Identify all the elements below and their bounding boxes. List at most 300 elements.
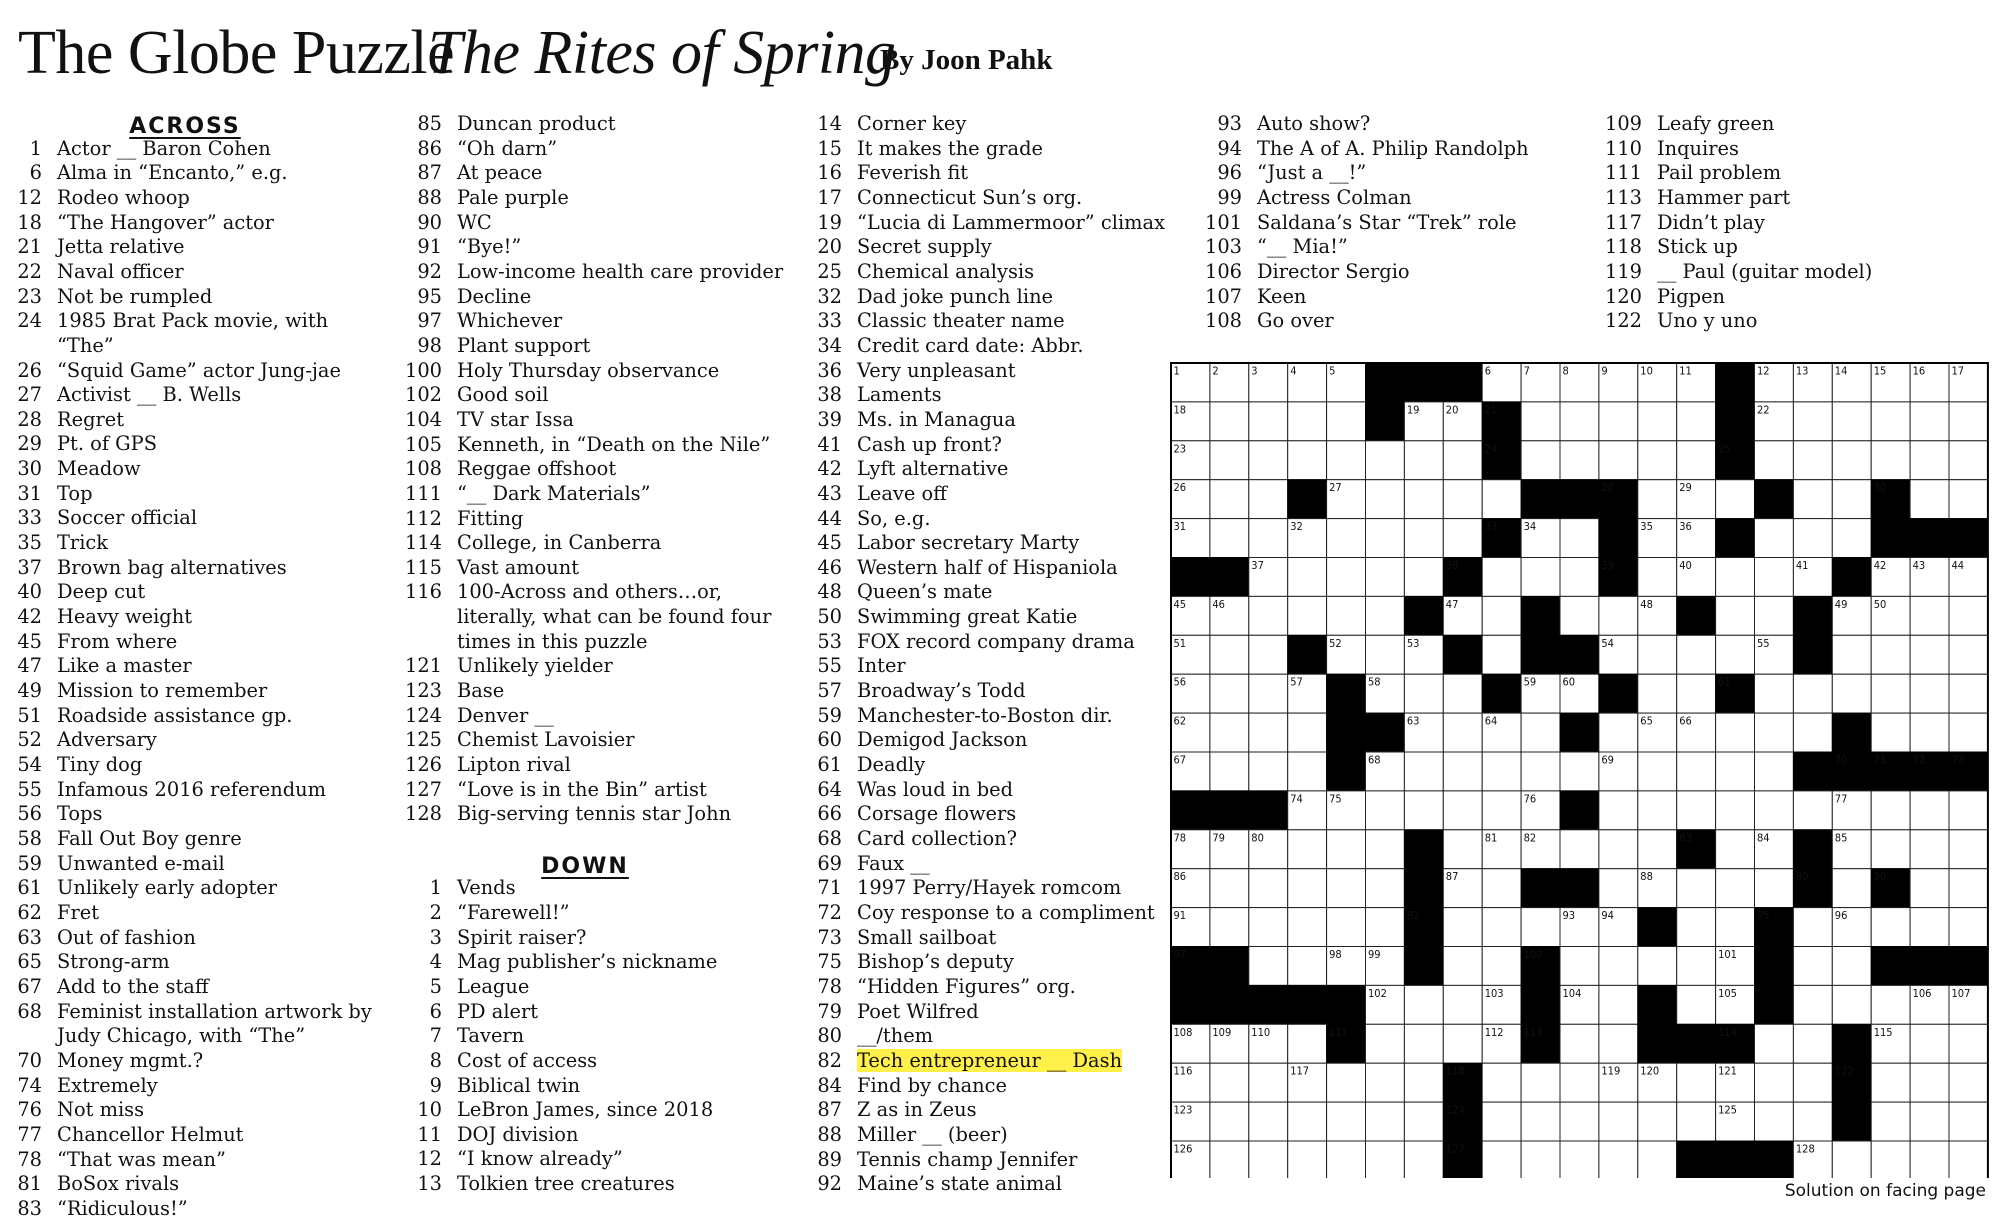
grid-cell[interactable] — [1366, 1024, 1405, 1063]
clue-text: Holy Thursday observance — [457, 358, 720, 382]
clue-number: 59 — [817, 703, 842, 727]
grid-cell[interactable] — [1210, 908, 1249, 947]
grid-cell[interactable] — [1560, 596, 1599, 635]
grid-cell[interactable] — [1482, 752, 1521, 791]
grid-cell[interactable] — [1599, 1141, 1638, 1178]
grid-cell[interactable] — [1599, 402, 1638, 441]
grid-cell[interactable] — [1482, 791, 1521, 830]
grid-cell[interactable] — [1871, 713, 1910, 752]
grid-cell[interactable] — [1560, 558, 1599, 597]
grid-cell[interactable] — [1910, 830, 1949, 869]
grid-cell[interactable] — [1288, 869, 1327, 908]
grid-cell[interactable] — [1716, 713, 1755, 752]
grid-cell[interactable] — [1910, 1102, 1949, 1141]
grid-cell[interactable] — [1249, 1102, 1288, 1141]
cell-number: 27 — [1329, 481, 1342, 495]
grid-cell[interactable] — [1871, 1102, 1910, 1141]
grid-cell[interactable] — [1793, 908, 1832, 947]
clue-text: Z as in Zeus — [857, 1098, 977, 1122]
grid-cell[interactable] — [1327, 830, 1366, 869]
grid-cell[interactable] — [1755, 1024, 1794, 1063]
grid-cell[interactable] — [1716, 635, 1755, 674]
grid-cell[interactable] — [1366, 558, 1405, 597]
clue-number: 31 — [17, 481, 42, 505]
grid-cell[interactable] — [1288, 402, 1327, 441]
grid-cell[interactable] — [1366, 480, 1405, 519]
grid-cell[interactable] — [1677, 752, 1716, 791]
cell-number: 49 — [1834, 597, 1848, 611]
grid-cell[interactable] — [1366, 635, 1405, 674]
grid-cell[interactable] — [1366, 869, 1405, 908]
grid-cell[interactable] — [1210, 480, 1249, 519]
grid-cell[interactable] — [1366, 441, 1405, 480]
grid-cell[interactable] — [1404, 441, 1443, 480]
grid-cell[interactable] — [1404, 985, 1443, 1024]
grid-cell[interactable] — [1949, 1102, 1988, 1141]
grid-cell[interactable] — [1599, 869, 1638, 908]
cell-number: 121 — [1718, 1064, 1737, 1078]
clue-text: Feminist installation artwork by — [57, 999, 372, 1023]
grid-cell[interactable] — [1638, 1102, 1677, 1141]
grid-cell[interactable] — [1210, 441, 1249, 480]
cell-number: 47 — [1445, 597, 1459, 611]
grid-cell[interactable] — [1949, 830, 1988, 869]
grid-cell[interactable] — [1949, 674, 1988, 713]
grid-cell[interactable] — [1599, 1024, 1638, 1063]
grid-cell[interactable] — [1716, 908, 1755, 947]
grid-cell[interactable] — [1443, 985, 1482, 1024]
grid-cell[interactable] — [1949, 791, 1988, 830]
black-square — [1638, 985, 1677, 1024]
grid-cell[interactable] — [1677, 402, 1716, 441]
grid-cell[interactable] — [1560, 441, 1599, 480]
clue-entry — [0, 630, 390, 655]
grid-cell[interactable] — [1755, 519, 1794, 558]
clue-number: 72 — [817, 901, 842, 924]
grid-cell[interactable] — [1910, 1063, 1949, 1102]
grid-cell[interactable] — [1638, 947, 1677, 986]
clue-entry — [800, 876, 1190, 901]
grid-cell[interactable] — [1755, 1063, 1794, 1102]
grid-cell[interactable] — [1288, 1141, 1327, 1178]
grid-cell[interactable] — [1249, 635, 1288, 674]
grid-cell[interactable] — [1677, 674, 1716, 713]
grid-cell[interactable] — [1482, 908, 1521, 947]
clue-text: “The Hangover” actor — [57, 210, 274, 234]
grid-cell[interactable] — [1793, 402, 1832, 441]
clue-entry — [400, 457, 790, 482]
grid-cell[interactable] — [1482, 947, 1521, 986]
grid-cell[interactable] — [1443, 1024, 1482, 1063]
grid-cell[interactable] — [1327, 558, 1366, 597]
grid-cell[interactable] — [1871, 791, 1910, 830]
grid-cell[interactable] — [1482, 558, 1521, 597]
grid-cell[interactable] — [1327, 908, 1366, 947]
grid-cell[interactable] — [1677, 947, 1716, 986]
grid-cell[interactable] — [1288, 947, 1327, 986]
grid-cell[interactable] — [1560, 1102, 1599, 1141]
grid-cell[interactable] — [1910, 480, 1949, 519]
grid-cell[interactable] — [1910, 674, 1949, 713]
clue-number: 92 — [417, 259, 442, 283]
clue-entry — [800, 1049, 1190, 1074]
grid-cell[interactable] — [1599, 1102, 1638, 1141]
grid-cell[interactable] — [1327, 1141, 1366, 1178]
cell-number: 12 — [1757, 364, 1770, 378]
grid-cell[interactable] — [1327, 519, 1366, 558]
cell-number: 75 — [1329, 792, 1342, 806]
grid-cell[interactable] — [1560, 519, 1599, 558]
clue-text: Cash up front? — [857, 432, 1002, 456]
grid-cell[interactable] — [1949, 441, 1988, 480]
clue-entry — [0, 605, 390, 630]
grid-cell[interactable] — [1793, 519, 1832, 558]
grid-cell[interactable] — [1288, 1024, 1327, 1063]
clue-number: 87 — [817, 1098, 842, 1122]
clue-text: __ Paul (guitar model) — [1657, 259, 1873, 283]
grid-cell[interactable] — [1793, 947, 1832, 986]
grid-cell[interactable] — [1288, 713, 1327, 752]
grid-cell[interactable] — [1443, 830, 1482, 869]
grid-cell[interactable] — [1404, 1063, 1443, 1102]
grid-cell[interactable] — [1910, 1024, 1949, 1063]
grid-cell[interactable] — [1210, 713, 1249, 752]
grid-cell[interactable] — [1599, 947, 1638, 986]
grid-cell[interactable] — [1288, 441, 1327, 480]
grid-cell[interactable] — [1677, 1063, 1716, 1102]
grid-cell[interactable] — [1249, 402, 1288, 441]
clue-entry — [0, 728, 390, 753]
grid-cell[interactable] — [1482, 1063, 1521, 1102]
grid-cell[interactable] — [1599, 441, 1638, 480]
grid-cell[interactable] — [1949, 869, 1988, 908]
grid-cell[interactable] — [1716, 480, 1755, 519]
grid-cell[interactable] — [1755, 791, 1794, 830]
grid-cell[interactable] — [1949, 635, 1988, 674]
grid-cell[interactable] — [1327, 1063, 1366, 1102]
grid-cell[interactable] — [1599, 596, 1638, 635]
grid-cell[interactable] — [1443, 791, 1482, 830]
grid-cell[interactable] — [1521, 1141, 1560, 1178]
grid-cell[interactable] — [1249, 519, 1288, 558]
grid-cell[interactable] — [1366, 596, 1405, 635]
grid-cell[interactable] — [1638, 830, 1677, 869]
grid-cell[interactable] — [1832, 480, 1871, 519]
grid-cell[interactable] — [1521, 1063, 1560, 1102]
grid-cell[interactable] — [1210, 1102, 1249, 1141]
grid-cell[interactable] — [1871, 830, 1910, 869]
grid-cell[interactable] — [1638, 558, 1677, 597]
grid-cell[interactable] — [1366, 1141, 1405, 1178]
grid-cell[interactable] — [1404, 480, 1443, 519]
grid-cell[interactable] — [1949, 402, 1988, 441]
grid-cell[interactable] — [1560, 1024, 1599, 1063]
clue-entry — [0, 457, 390, 482]
grid-cell[interactable] — [1677, 985, 1716, 1024]
grid-cell[interactable] — [1521, 441, 1560, 480]
grid-cell[interactable] — [1832, 441, 1871, 480]
grid-cell[interactable] — [1638, 480, 1677, 519]
grid-cell[interactable] — [1560, 830, 1599, 869]
grid-cell[interactable] — [1638, 635, 1677, 674]
grid-cell[interactable] — [1755, 596, 1794, 635]
grid-cell[interactable] — [1327, 441, 1366, 480]
black-square — [1716, 519, 1755, 558]
clue-entry — [0, 1172, 390, 1197]
grid-cell[interactable] — [1443, 908, 1482, 947]
grid-cell[interactable] — [1443, 480, 1482, 519]
grid-cell[interactable] — [1832, 402, 1871, 441]
grid-cell[interactable] — [1366, 908, 1405, 947]
grid-cell[interactable] — [1755, 558, 1794, 597]
grid-cell[interactable] — [1832, 947, 1871, 986]
black-square — [1677, 1141, 1716, 1178]
grid-cell[interactable] — [1404, 752, 1443, 791]
grid-cell[interactable] — [1521, 1102, 1560, 1141]
grid-cell[interactable] — [1521, 558, 1560, 597]
clue-number: 19 — [817, 210, 842, 234]
grid-cell[interactable] — [1949, 596, 1988, 635]
grid-cell[interactable] — [1599, 791, 1638, 830]
grid-cell[interactable] — [1871, 985, 1910, 1024]
grid-cell[interactable] — [1871, 635, 1910, 674]
grid-cell[interactable] — [1482, 1141, 1521, 1178]
grid-cell[interactable] — [1404, 791, 1443, 830]
grid-cell[interactable] — [1366, 1063, 1405, 1102]
grid-cell[interactable] — [1949, 480, 1988, 519]
grid-cell[interactable] — [1677, 635, 1716, 674]
black-square — [1288, 480, 1327, 519]
grid-cell[interactable] — [1793, 1102, 1832, 1141]
grid-cell[interactable] — [1755, 674, 1794, 713]
grid-cell[interactable] — [1871, 1063, 1910, 1102]
cell-number: 35 — [1640, 520, 1653, 534]
grid-cell[interactable] — [1910, 635, 1949, 674]
grid-cell[interactable] — [1288, 596, 1327, 635]
grid-cell[interactable] — [1288, 830, 1327, 869]
grid-cell[interactable] — [1832, 869, 1871, 908]
grid-cell[interactable] — [1949, 1141, 1988, 1178]
grid-cell[interactable] — [1249, 947, 1288, 986]
grid-cell[interactable] — [1832, 985, 1871, 1024]
grid-cell[interactable] — [1404, 674, 1443, 713]
grid-cell[interactable] — [1404, 1102, 1443, 1141]
grid-cell[interactable] — [1560, 402, 1599, 441]
grid-cell[interactable] — [1249, 908, 1288, 947]
grid-cell[interactable] — [1793, 791, 1832, 830]
grid-cell[interactable] — [1521, 713, 1560, 752]
grid-cell[interactable] — [1910, 908, 1949, 947]
grid-cell[interactable] — [1443, 752, 1482, 791]
grid-cell[interactable] — [1249, 869, 1288, 908]
grid-cell[interactable] — [1638, 791, 1677, 830]
grid-cell[interactable] — [1832, 519, 1871, 558]
grid-cell[interactable] — [1638, 752, 1677, 791]
grid-cell[interactable] — [1638, 402, 1677, 441]
clue-entry — [1600, 260, 1990, 285]
grid-cell[interactable] — [1210, 519, 1249, 558]
clue-text: It makes the grade — [857, 136, 1043, 160]
grid-cell[interactable] — [1404, 519, 1443, 558]
grid-cell[interactable] — [1755, 713, 1794, 752]
clue-entry — [800, 531, 1190, 556]
grid-cell[interactable] — [1560, 752, 1599, 791]
grid-cell[interactable] — [1288, 908, 1327, 947]
grid-cell[interactable] — [1366, 1102, 1405, 1141]
grid-cell[interactable] — [1210, 1141, 1249, 1178]
grid-cell[interactable] — [1366, 791, 1405, 830]
grid-cell[interactable] — [1560, 1141, 1599, 1178]
grid-cell[interactable] — [1210, 635, 1249, 674]
grid-cell[interactable] — [1910, 402, 1949, 441]
grid-cell[interactable] — [1443, 441, 1482, 480]
grid-cell[interactable] — [1755, 869, 1794, 908]
grid-cell[interactable] — [1677, 1102, 1716, 1141]
grid-cell[interactable] — [1910, 869, 1949, 908]
cell-number: 30 — [1873, 481, 1887, 495]
black-square — [1249, 791, 1288, 830]
grid-cell[interactable] — [1638, 441, 1677, 480]
grid-cell[interactable] — [1910, 441, 1949, 480]
grid-cell[interactable] — [1288, 1102, 1327, 1141]
grid-cell[interactable] — [1288, 752, 1327, 791]
grid-cell[interactable] — [1716, 596, 1755, 635]
grid-cell[interactable] — [1482, 480, 1521, 519]
grid-cell[interactable] — [1327, 596, 1366, 635]
clue-text: Like a master — [57, 654, 192, 678]
clue-entry — [800, 1074, 1190, 1099]
clue-number: 114 — [404, 531, 442, 555]
grid-cell[interactable] — [1910, 596, 1949, 635]
grid-cell[interactable] — [1210, 1063, 1249, 1102]
grid-cell[interactable] — [1832, 1141, 1871, 1178]
grid-cell[interactable] — [1482, 869, 1521, 908]
clue-number: 39 — [817, 407, 842, 431]
grid-cell[interactable] — [1677, 908, 1716, 947]
grid-cell[interactable] — [1755, 752, 1794, 791]
grid-cell[interactable] — [1210, 752, 1249, 791]
grid-cell[interactable] — [1793, 713, 1832, 752]
grid-cell[interactable] — [1249, 441, 1288, 480]
grid-cell[interactable] — [1832, 635, 1871, 674]
grid-cell[interactable] — [1482, 635, 1521, 674]
grid-cell[interactable] — [1560, 1063, 1599, 1102]
grid-cell[interactable] — [1404, 558, 1443, 597]
grid-cell[interactable] — [1249, 752, 1288, 791]
grid-cell[interactable] — [1793, 674, 1832, 713]
black-square — [1677, 1024, 1716, 1063]
grid-cell[interactable] — [1366, 830, 1405, 869]
grid-cell[interactable] — [1366, 519, 1405, 558]
grid-cell[interactable] — [1249, 1141, 1288, 1178]
grid-cell[interactable] — [1249, 713, 1288, 752]
grid-cell[interactable] — [1210, 402, 1249, 441]
grid-cell[interactable] — [1755, 441, 1794, 480]
grid-cell[interactable] — [1482, 596, 1521, 635]
clue-number: 125 — [404, 728, 442, 752]
clue-entry — [800, 728, 1190, 753]
grid-cell[interactable] — [1716, 558, 1755, 597]
grid-cell[interactable] — [1599, 713, 1638, 752]
grid-cell[interactable] — [1599, 830, 1638, 869]
clue-text: At peace — [457, 161, 543, 185]
grid-cell[interactable] — [1793, 441, 1832, 480]
clue-entry — [0, 975, 390, 1000]
grid-cell[interactable] — [1249, 596, 1288, 635]
grid-cell[interactable] — [1949, 713, 1988, 752]
grid-cell[interactable] — [1599, 985, 1638, 1024]
grid-cell[interactable] — [1677, 791, 1716, 830]
grid-cell[interactable] — [1871, 908, 1910, 947]
grid-cell[interactable] — [1832, 674, 1871, 713]
clue-text: From where — [57, 629, 178, 653]
grid-cell[interactable] — [1521, 402, 1560, 441]
grid-cell[interactable] — [1521, 908, 1560, 947]
grid-cell[interactable] — [1949, 908, 1988, 947]
grid-cell[interactable] — [1793, 1024, 1832, 1063]
clue-text: Cost of access — [457, 1048, 598, 1072]
grid-cell[interactable] — [1404, 1141, 1443, 1178]
grid-cell[interactable] — [1327, 1102, 1366, 1141]
grid-cell[interactable] — [1910, 1141, 1949, 1178]
grid-cell[interactable] — [1716, 830, 1755, 869]
grid-cell[interactable] — [1249, 1063, 1288, 1102]
grid-cell[interactable] — [1327, 402, 1366, 441]
clue-number: 46 — [817, 555, 842, 579]
grid-cell[interactable] — [1910, 713, 1949, 752]
grid-cell[interactable] — [1404, 1024, 1443, 1063]
grid-cell[interactable] — [1443, 519, 1482, 558]
grid-cell[interactable] — [1716, 752, 1755, 791]
grid-cell[interactable] — [1716, 869, 1755, 908]
grid-cell[interactable] — [1716, 791, 1755, 830]
cell-number: 119 — [1601, 1064, 1621, 1078]
grid-cell[interactable] — [1755, 1102, 1794, 1141]
grid-cell[interactable] — [1949, 1024, 1988, 1063]
grid-cell[interactable] — [1677, 441, 1716, 480]
grid-cell[interactable] — [1521, 752, 1560, 791]
grid-cell[interactable] — [1638, 1141, 1677, 1178]
grid-cell[interactable] — [1871, 1141, 1910, 1178]
grid-cell[interactable] — [1793, 1063, 1832, 1102]
grid-cell[interactable] — [1560, 947, 1599, 986]
grid-cell[interactable] — [1443, 713, 1482, 752]
grid-cell[interactable] — [1793, 985, 1832, 1024]
cell-number: 38 — [1445, 559, 1459, 572]
clue-text: LeBron James, since 2018 — [457, 1098, 714, 1122]
grid-cell[interactable] — [1482, 1102, 1521, 1141]
grid-cell[interactable] — [1288, 558, 1327, 597]
grid-cell[interactable] — [1327, 869, 1366, 908]
grid-cell[interactable] — [1871, 402, 1910, 441]
clue-entry — [800, 852, 1190, 877]
grid-cell[interactable] — [1638, 674, 1677, 713]
grid-cell[interactable] — [1677, 869, 1716, 908]
grid-cell[interactable] — [1793, 480, 1832, 519]
grid-cell[interactable] — [1910, 791, 1949, 830]
grid-cell[interactable] — [1443, 674, 1482, 713]
grid-cell[interactable] — [1249, 480, 1288, 519]
grid-cell[interactable] — [1210, 674, 1249, 713]
grid-cell[interactable] — [1871, 441, 1910, 480]
grid-cell[interactable] — [1949, 1063, 1988, 1102]
cell-number: 63 — [1406, 714, 1420, 728]
clue-number: 2 — [429, 900, 442, 924]
grid-cell[interactable] — [1443, 947, 1482, 986]
grid-cell[interactable] — [1249, 674, 1288, 713]
grid-cell[interactable] — [1871, 674, 1910, 713]
grid-cell[interactable] — [1210, 869, 1249, 908]
